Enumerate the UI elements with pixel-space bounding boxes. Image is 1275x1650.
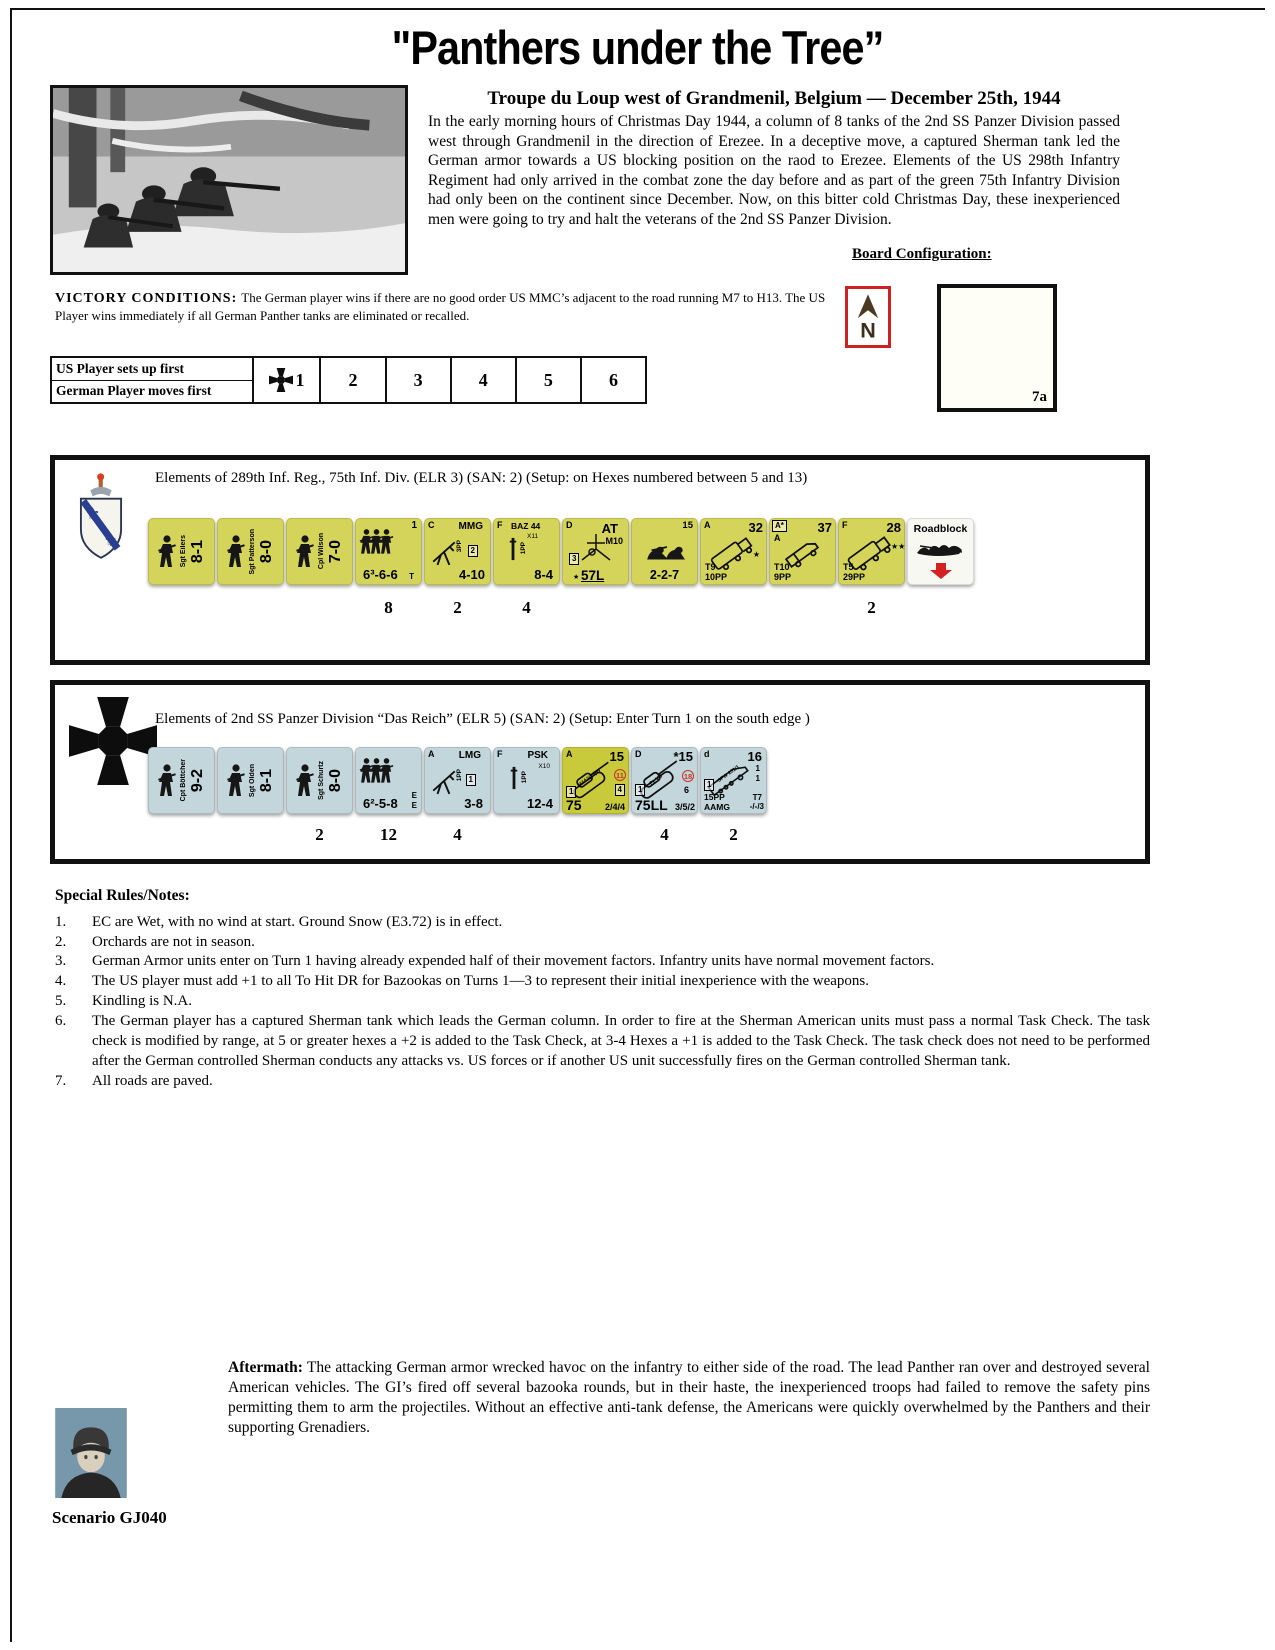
aftermath-text: The attacking German armor wrecked havoc on the infantry to either side of the road. The lead Panther ran over and destroyed several American vehicles. The GI’s fired off several bazooka rounds, but in their haste, the inexperienced troops had failed to remove the safety pins permitting them to arm the projectiles. Without an effective anti-tank defense, the Americans were quickly overwhelmed by the Panthers and their supporting Grenadiers.: [228, 1359, 1150, 1437]
page-border-top: [10, 8, 1265, 10]
german-counter-row: [148, 747, 767, 814]
us-ob-box: [50, 455, 1150, 665]
board-7a: [937, 284, 1057, 412]
crew-icon: [643, 538, 685, 562]
location-heading: Troupe du Loup west of Grandmenil, Belgium — December 25th, 1944: [487, 88, 1061, 109]
counter-german-squad-658: 6²-5-8 E E: [355, 747, 422, 814]
soldier-icon: [294, 533, 316, 571]
intro-column: [428, 88, 1120, 229]
counter-us-crew: 15 2-2-7: [631, 518, 698, 585]
counter-leader-sgt-olden: Sgt Olden 8-1: [217, 747, 284, 814]
turn-cell-4: 4: [450, 358, 515, 402]
page-border-left: [10, 8, 12, 1642]
us-counter-row: [148, 518, 974, 585]
counter-panther: D *15 18 6 Pz VG 1 75LL 3/5/2: [631, 747, 698, 814]
soldier-icon: [225, 762, 247, 800]
counter-leader-cpl-wilson: Cpl Wilson 7-0: [286, 518, 353, 585]
rule-item: 5. Kindling is N.A.: [55, 993, 193, 1010]
counter-roadblock: Roadblock: [907, 518, 974, 585]
counter-us-bazooka: F BAZ 44 X11 1PP 8-4: [493, 518, 560, 585]
svg-text:⚜: ⚜: [84, 504, 101, 524]
german-ob-header: Elements of 2nd SS Panzer Division “Das Reich” (ELR 5) (SAN: 2) (Setup: Enter Turn 1 on the south edge ): [155, 711, 810, 727]
rule-item: 4. The US player must add +1 to all To Hit DR for Bazookas on Turns 1—3 to represent their initial inexperience with the weapons.: [55, 973, 869, 990]
us-289th-crest-icon: [75, 472, 127, 573]
squad-figures-icon: [365, 756, 395, 786]
move-order-label: German Player moves first: [56, 383, 212, 399]
rule-item: 2. Orchards are not in season.: [55, 933, 255, 950]
turn-cell-3: 3: [385, 358, 450, 402]
turn-cell-6: 6: [580, 358, 645, 402]
soldier-portrait-image: [55, 1408, 127, 1498]
german-quantity-row: 2 12 4 4 2: [315, 825, 738, 844]
snow-battle-photo-image: [53, 88, 405, 272]
counter-german-psk: F PSK X10 1PP 12-4: [493, 747, 560, 814]
machinegun-icon: [430, 767, 458, 795]
counter-us-truck-t5: F 28 ★★ T5 29PP: [838, 518, 905, 585]
rule-item: 3. German Armor units enter on Turn 1 having already expended half of their movement factors. Infantry units have normal movement factors.: [55, 953, 935, 970]
counter-german-lmg: A LMG 1PP 1 3-8: [424, 747, 491, 814]
rule-item: 7. All roads are paved.: [55, 1073, 213, 1090]
north-compass: [845, 286, 891, 348]
counter-captured-sherman: A 15 11 4 M4A3(75)W 1 75 2/4/4: [562, 747, 629, 814]
machinegun-icon: [430, 538, 458, 566]
soldier-icon: [156, 533, 178, 571]
soldier-icon: [225, 533, 247, 571]
aftermath: [228, 1358, 1150, 1439]
red-arrow-icon: [929, 563, 953, 579]
counter-us-at-gun-57l: D AT M10 3 ★ 57L: [562, 518, 629, 585]
turn-cell-2: 2: [319, 358, 384, 402]
soldier-icon: [156, 762, 178, 800]
aftermath-label: Aftermath:: [228, 1359, 303, 1376]
svg-text:⚜: ⚜: [103, 533, 118, 550]
soldier-icon: [294, 762, 316, 800]
counter-us-jeep-t10: A* A 37 T10 9PP: [769, 518, 836, 585]
battle-photo: [50, 85, 408, 275]
rule-item: 1. EC are Wet, with no wind at start. Ground Snow (E3.72) is in effect.: [55, 913, 503, 930]
page-title: "Panthers under the Tree”: [391, 21, 884, 74]
intro-text: In the early morning hours of Christmas Day 1944, a column of 8 tanks of the 2nd SS Panzer Division passed west through Grandmenil in the direction of Erezee. In a deceptive move, a captured Sherman tank led the German armor towards a US blocking position on the raod to Erezee. Elements of the US 298th Infantry Regiment had only arrived in the combat zone the day before and as part of the green 75th Infantry Division had only been on the continent since December. Now, on this bitter cold Christmas Day, these inexperienced men were going to try and halt the veterans of the 2nd SS Panzer Division.: [428, 113, 1120, 228]
us-quantity-row: 8 2 4 2: [384, 598, 876, 617]
squad-figures-icon: [365, 527, 395, 557]
victory-conditions: [55, 290, 845, 325]
svg-text:N: N: [860, 318, 876, 342]
rule-item: 6. The German player has a captured Sherman tank which leads the German column. In order to fire at the Sherman American units must pass a normal Task Check. The task check is modified by range, at 5 or greater hexes a +2 is added to the Task Check, at 3-4 Hexes a +1 is added to the Task Check. The task check does not need to be performed after the German controlled Sherman conducts any attacks vs. US forces or if another US unit successfully fires on the German controlled Sherman tank.: [55, 1013, 1150, 1070]
german-cross-icon: [269, 368, 293, 392]
german-ob-box: [50, 680, 1150, 864]
victory-text: The German player wins if there are no good order US MMC’s adjacent to the road running M7 to H13. The US Player wins immediately if all German Panther tanks are eliminated or recalled.: [55, 290, 826, 324]
at-gun-icon: [576, 532, 616, 564]
special-rules-heading: Special Rules/Notes:: [55, 887, 190, 904]
turn-cell-1: 1: [254, 358, 319, 402]
special-rules: [55, 886, 1150, 1092]
north-arrow-icon: [851, 292, 885, 342]
soldier-portrait-photo: [55, 1408, 127, 1498]
board-7a-label: 7a: [1032, 389, 1047, 405]
counter-leader-cpt-bottcher: Cpt Böttcher 9-2: [148, 747, 215, 814]
turn-track: [50, 356, 647, 404]
roadblock-debris-icon: [915, 540, 965, 558]
german-balkenkreuz-icon: [69, 697, 157, 790]
scenario-id: Scenario GJ040: [52, 1508, 167, 1527]
counter-leader-sgt-schurtz: Sgt Schurtz 8-0: [286, 747, 353, 814]
counter-spw-halftrack: d 16 1 1 SPW 251/1 1 15PP AAMG T7 -/-/3: [700, 747, 767, 814]
setup-order-label: US Player sets up first: [52, 358, 252, 381]
board-configuration-label: Board Configuration:: [852, 246, 992, 262]
victory-label: VICTORY CONDITIONS:: [55, 291, 238, 306]
counter-leader-sgt-eilers: Sgt Eilers 8-1: [148, 518, 215, 585]
counter-us-squad-666: 1 6³-6-6 T: [355, 518, 422, 585]
counter-us-truck-t9: A 32 ★ T9 10PP: [700, 518, 767, 585]
counter-us-mmg: C MMG 3PP 2 4-10: [424, 518, 491, 585]
turn-track-labels: [52, 358, 254, 402]
us-ob-header: Elements of 289th Inf. Reg., 75th Inf. Div. (ELR 3) (SAN: 2) (Setup: on Hexes numbered between 5 and 13): [155, 470, 808, 486]
counter-leader-sgt-patterson: Sgt Patterson 8-0: [217, 518, 284, 585]
turn-cell-5: 5: [515, 358, 580, 402]
